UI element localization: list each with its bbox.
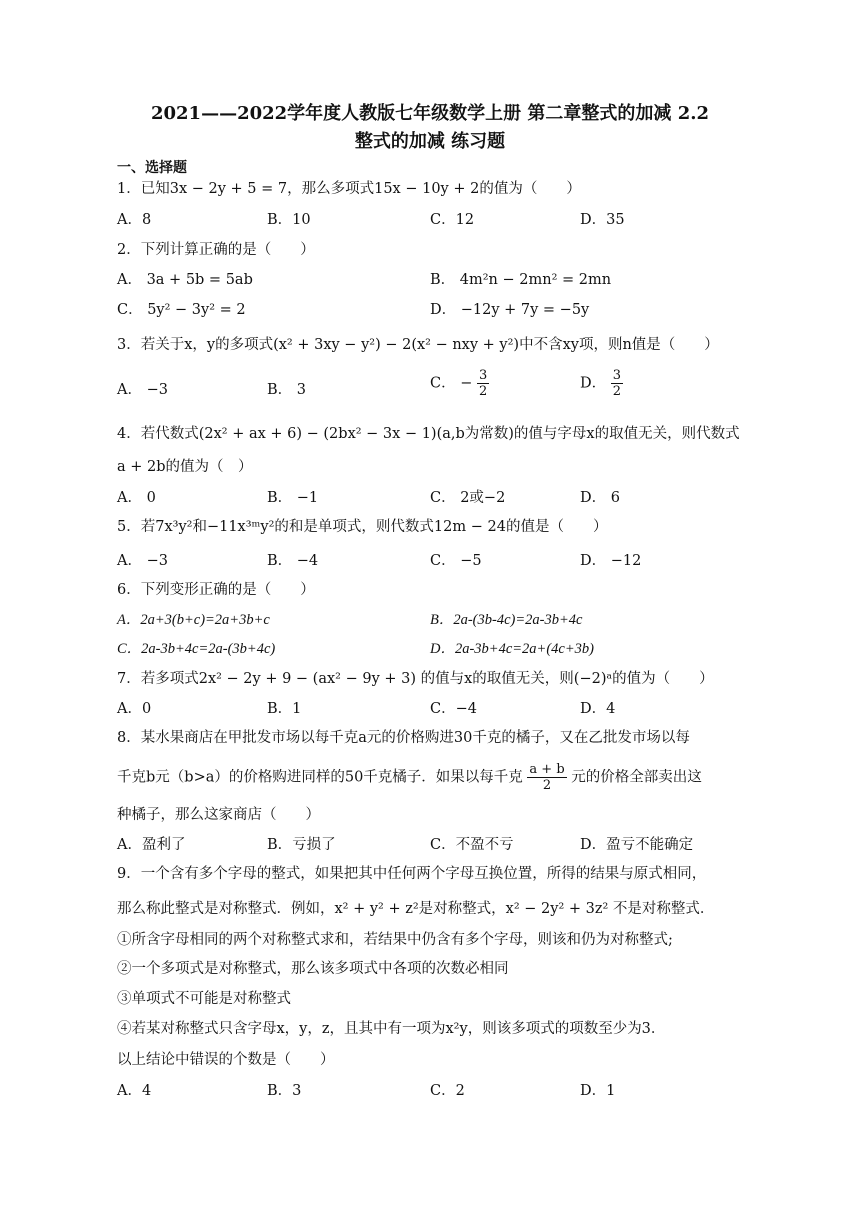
q8-stem-line-2 [117, 762, 702, 793]
q8-stem-line-1: 8．某水果商店在甲批发市场以每千克a元的价格购进30千克的橘子，又在乙批发市场以每 [117, 730, 690, 746]
q7-option-b: B．1 [267, 701, 302, 717]
q6-option-a: A．2a+3(b+c)=2a+3b+c [117, 612, 270, 628]
fraction-numerator: 3 [612, 368, 622, 383]
q3-option-d-fraction [611, 368, 623, 399]
q5-option-b: B． −4 [267, 553, 319, 569]
q3-stem: 3．若关于x，y的多项式(x² + 3xy − y²) − 2(x² − nxy + y²)中不含xy项，则n值是（ ） [117, 337, 719, 353]
q9-statement-2: ②一个多项式是对称整式，那么该多项式中各项的次数必相同 [117, 961, 509, 977]
page-title [100, 100, 760, 156]
q8-option-d: D．盈亏不能确定 [580, 837, 694, 853]
q6-option-b: B．2a-(3b-4c)=2a-3b+4c [430, 612, 583, 628]
fraction-numerator: a + b [529, 762, 565, 777]
q8-stem-part-b: 元的价格全部卖出这 [571, 769, 702, 786]
q8-option-c: C．不盈不亏 [430, 837, 514, 853]
q1-stem: 1．已知3x − 2y + 5 = 7，那么多项式15x − 10y + 2的值为（ ） [117, 181, 581, 197]
q9-statement-1: ①所含字母相同的两个对称整式求和，若结果中仍含有多个字母，则该和仍为对称整式; [117, 932, 673, 948]
fraction-denominator: 2 [612, 384, 622, 399]
q6-option-c: C．2a-3b+4c=2a-(3b+4c) [117, 641, 276, 657]
q6-stem: 6．下列变形正确的是（ ） [117, 582, 315, 598]
q4-stem: 4．若代数式(2x² + ax + 6) − (2bx² − 3x − 1)(a,b为常数)的值与字母x的取值无关，则代数式 [117, 426, 740, 442]
q7-option-c: C．−4 [430, 701, 477, 717]
q9-stem-line-1: 9．一个含有多个字母的整式，如果把其中任何两个字母互换位置，所得的结果与原式相同， [117, 866, 707, 882]
q2-option-d: D． −12y + 7y = −5y [430, 302, 590, 318]
q3-option-c-fraction [477, 368, 489, 399]
q9-option-d: D．1 [580, 1083, 616, 1099]
q9-statement-4: ④若某对称整式只含字母x，y，z，且其中有一项为x²y，则该多项式的项数至少为3． [117, 1021, 666, 1037]
q3-option-b: B． 3 [267, 382, 306, 398]
q8-price-fraction [527, 762, 566, 793]
q2-option-c: C． 5y² − 3y² = 2 [117, 302, 246, 318]
q4-option-d: D． 6 [580, 490, 620, 506]
q9-option-c: C．2 [430, 1083, 465, 1099]
q9-stem-line-2: 那么称此整式是对称整式．例如，x² + y² + z²是对称整式，x² − 2y² + 3z² 不是对称整式． [117, 901, 715, 917]
fraction-denominator: 2 [542, 778, 552, 793]
q3-option-d-label: D． [580, 375, 607, 392]
q3-option-c [430, 368, 489, 399]
q2-stem: 2．下列计算正确的是（ ） [117, 242, 315, 258]
q5-stem: 5．若7x³y²和−11x³ᵐy²的和是单项式，则代数式12m − 24的值是（ ） [117, 519, 608, 535]
q3-option-c-label: C． − [430, 375, 473, 392]
fraction-numerator: 3 [478, 368, 488, 383]
q6-option-d: D．2a-3b+4c=2a+(4c+3b) [430, 641, 594, 657]
q1-option-a: A．8 [117, 212, 152, 228]
q4-stem-continued: a + 2b的值为（ ） [117, 459, 253, 475]
q9-statement-3: ③单项式不可能是对称整式 [117, 991, 291, 1007]
q9-option-a: A．4 [117, 1083, 152, 1099]
q4-option-b: B． −1 [267, 490, 319, 506]
q3-option-a: A． −3 [117, 382, 168, 398]
q8-stem-part-a: 千克b元（b>a）的价格购进同样的50千克橘子．如果以每千克 [117, 769, 523, 786]
q1-option-d: D．35 [580, 212, 625, 228]
q5-option-a: A． −3 [117, 553, 168, 569]
section-heading: 一、选择题 [117, 160, 187, 176]
q8-option-a: A．盈利了 [117, 837, 186, 853]
q4-option-c: C． 2或−2 [430, 490, 506, 506]
q7-option-d: D．4 [580, 701, 616, 717]
q4-option-a: A． 0 [117, 490, 156, 506]
q7-option-a: A．0 [117, 701, 152, 717]
q8-option-b: B．亏损了 [267, 837, 336, 853]
q5-option-d: D． −12 [580, 553, 642, 569]
q1-option-c: C．12 [430, 212, 475, 228]
title-line-1: 2021——2022学年度人教版七年级数学上册 第二章整式的加减 2.2 [150, 103, 710, 124]
title-line-2: 整式的加减 练习题 [354, 131, 506, 152]
q7-stem: 7．若多项式2x² − 2y + 9 − (ax² − 9y + 3) 的值与x的取值无关，则(−2)ᵃ的值为（ ） [117, 671, 714, 687]
q2-option-a: A． 3a + 5b = 5ab [117, 272, 253, 288]
fraction-denominator: 2 [478, 384, 488, 399]
q5-option-c: C． −5 [430, 553, 482, 569]
q3-option-d [580, 368, 623, 399]
q2-option-b: B． 4m²n − 2mn² = 2mn [430, 272, 612, 288]
q9-question: 以上结论中错误的个数是（ ） [117, 1052, 335, 1068]
q8-stem-line-3: 种橘子，那么这家商店（ ） [117, 807, 320, 823]
q1-option-b: B．10 [267, 212, 311, 228]
q9-option-b: B．3 [267, 1083, 302, 1099]
